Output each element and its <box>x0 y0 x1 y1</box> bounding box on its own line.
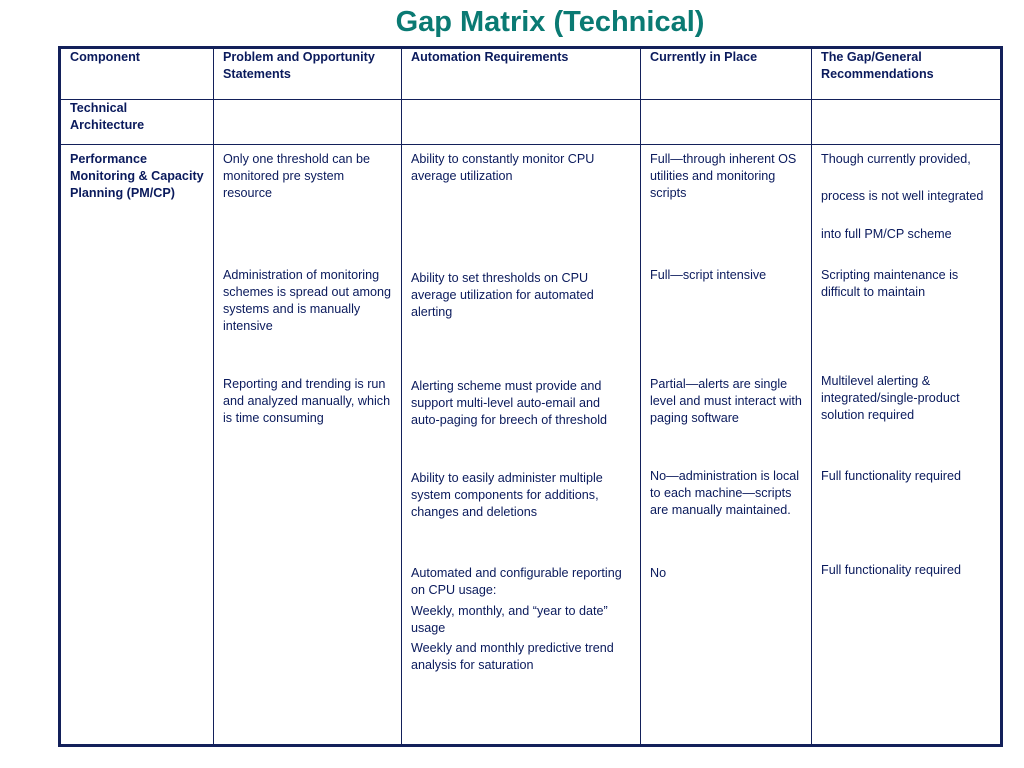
in-place-cell <box>641 145 812 746</box>
component-cell <box>60 145 214 746</box>
page-title: Gap Matrix (Technical) <box>395 6 705 38</box>
gap-matrix-table <box>58 46 1003 747</box>
header-requirements: Automation Requirements <box>402 48 641 100</box>
requirement: Weekly, monthly, and “year to date” usage <box>411 604 608 635</box>
requirement: Ability to constantly monitor CPU average utilization <box>411 152 595 183</box>
requirement: Ability to easily administer multiple system components for additions, changes and deletions <box>411 471 603 519</box>
in-place-status: Full—through inherent OS utilities and monitoring scripts <box>650 152 797 200</box>
problem-statement: Reporting and trending is run and analyzed manually, which is time consuming <box>223 377 391 425</box>
section-row <box>60 100 1002 145</box>
gap-cell <box>812 145 1002 746</box>
empty-cell <box>214 100 402 145</box>
component-name: Performance Monitoring & Capacity Planning (PM/CP) <box>70 152 204 200</box>
empty-cell <box>812 100 1002 145</box>
section-label: Technical Architecture <box>60 100 214 145</box>
problem-statement: Only one threshold can be monitored pre system resource <box>223 152 371 200</box>
gap-recommendation: Though currently provided, <box>821 152 971 166</box>
requirement: Weekly and monthly predictive trend analysis for saturation <box>411 641 614 672</box>
header-component: Component <box>60 48 214 100</box>
empty-cell <box>641 100 812 145</box>
header-in-place: Currently in Place <box>641 48 812 100</box>
in-place-status: Full—script intensive <box>650 268 767 282</box>
requirement: Automated and configurable reporting on CPU usage: <box>411 566 622 597</box>
gap-recommendation: Scripting maintenance is difficult to maintain <box>821 268 959 299</box>
gap-recommendation: Full functionality required <box>821 469 962 483</box>
header-gap: The Gap/General Recommendations <box>812 48 1002 100</box>
gap-recommendation: Full functionality required <box>821 563 962 577</box>
gap-recommendation: process is not well integrated <box>821 189 984 203</box>
table-row <box>60 145 1002 746</box>
problems-cell <box>214 145 402 746</box>
gap-recommendation: Multilevel alerting & integrated/single-product solution required <box>821 374 960 422</box>
header-problems: Problem and Opportunity Statements <box>214 48 402 100</box>
in-place-status: Partial—alerts are single level and must interact with paging software <box>650 377 802 425</box>
in-place-status: No <box>650 566 667 580</box>
requirements-cell <box>402 145 641 746</box>
empty-cell <box>402 100 641 145</box>
requirement: Ability to set thresholds on CPU average utilization for automated alerting <box>411 271 594 319</box>
requirement: Alerting scheme must provide and support multi-level auto-email and auto-paging for breech of threshold <box>411 379 608 427</box>
problem-statement: Administration of monitoring schemes is spread out among systems and is manually intensive <box>223 268 392 333</box>
in-place-status: No—administration is local to each machine—scripts are manually maintained. <box>650 469 800 517</box>
gap-recommendation: into full PM/CP scheme <box>821 227 952 241</box>
header-row <box>60 48 1002 100</box>
